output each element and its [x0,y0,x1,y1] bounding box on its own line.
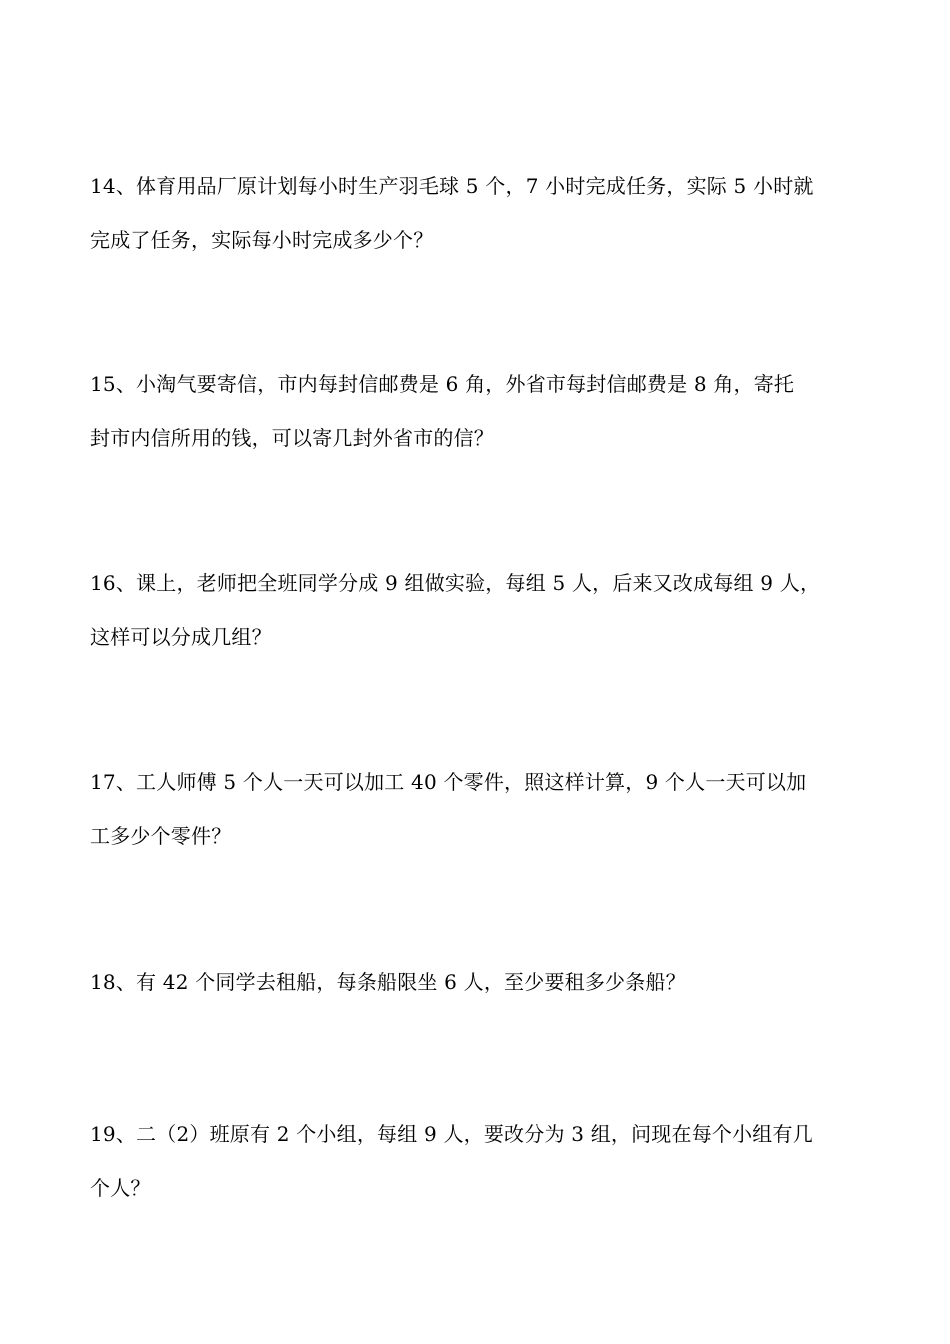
problem-17-line-2: 工多少个零件？ [90,824,232,848]
problem-17-line-1: 17、工人师傅 5 个人一天可以加工 40 个零件，照这样计算，9 个人一天可以加 [90,770,807,794]
problem-15-line-1: 15、小淘气要寄信，市内每封信邮费是 6 角，外省市每封信邮费是 8 角，寄托 [90,372,795,396]
problem-14-line-1: 14、体育用品厂原计划每小时生产羽毛球 5 个，7 小时完成任务，实际 5 小时就 [90,174,814,198]
problem-17 [90,755,862,863]
problem-15-line-2: 封市内信所用的钱，可以寄几封外省市的信？ [90,426,494,450]
problem-15 [90,357,862,465]
problem-16-line-2: 这样可以分成几组？ [90,625,272,649]
problem-16-line-1: 16、课上，老师把全班同学分成 9 组做实验，每组 5 人，后来又改成每组 9 人， [90,571,821,595]
problem-18-line-1: 18、有 42 个同学去租船，每条船限坐 6 人，至少要租多少条船？ [90,970,686,994]
problem-19-line-2: 个人？ [90,1176,151,1200]
problem-16 [90,556,862,664]
problem-14-line-2: 完成了任务，实际每小时完成多少个？ [90,228,434,252]
problem-18 [90,955,862,1009]
problem-14 [90,159,862,267]
problem-19 [90,1107,862,1215]
problem-19-line-1: 19、二（2）班原有 2 个小组，每组 9 人，要改分为 3 组，问现在每个小组有几 [90,1122,813,1146]
